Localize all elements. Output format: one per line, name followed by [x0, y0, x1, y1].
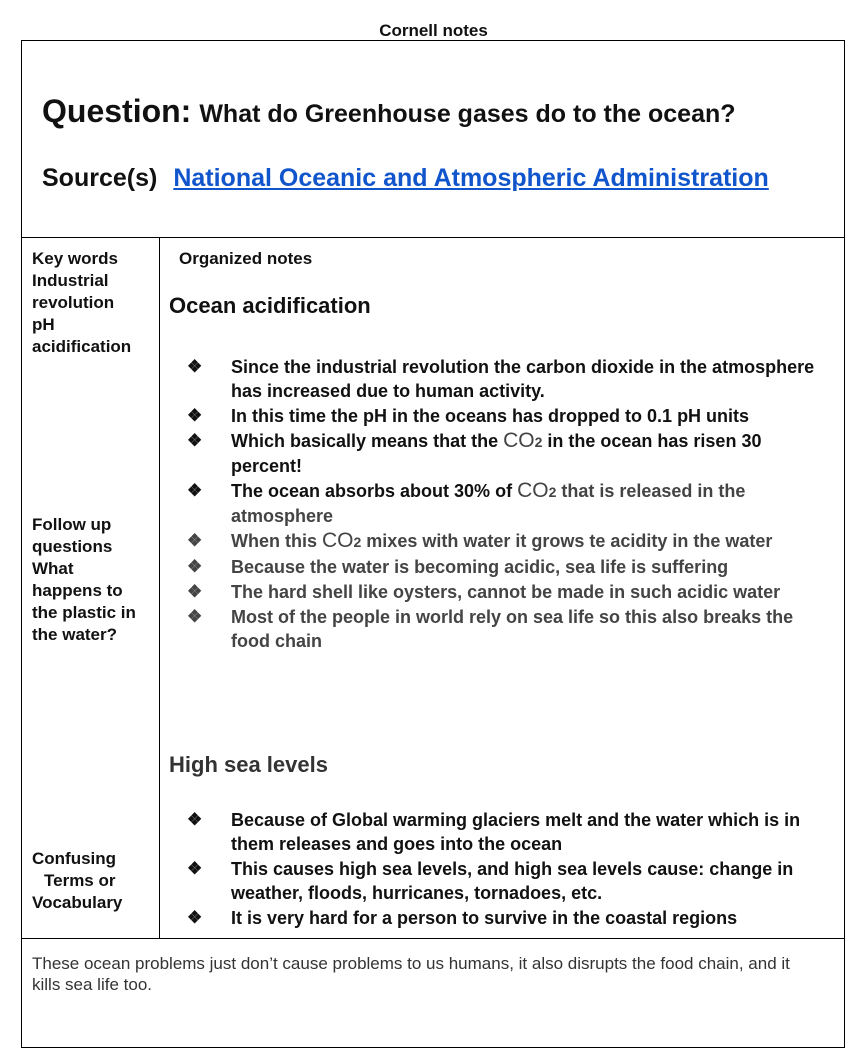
- diamond-bullet-icon: ❖: [187, 406, 203, 425]
- diamond-bullet-icon: ❖: [187, 582, 203, 601]
- follow-up-heading: Follow up: [32, 515, 112, 534]
- key-words-heading: Key words: [32, 249, 118, 268]
- co2-formula: CO2: [322, 529, 362, 552]
- follow-up-block: [32, 514, 157, 646]
- co2-formula: CO2: [517, 479, 557, 502]
- list-item: [187, 355, 837, 403]
- question-label: Question:: [42, 93, 192, 129]
- diamond-bullet-icon: ❖: [187, 908, 203, 927]
- question-text: What do Greenhouse gases do to the ocean?: [199, 100, 736, 128]
- list-item: [187, 479, 837, 528]
- question-line: [42, 93, 736, 130]
- list-item: [187, 906, 837, 930]
- notes-column: [160, 238, 844, 938]
- bullet-text: in the ocean has risen 30 percent!: [231, 431, 762, 476]
- bullet-text: that is released in the atmosphere: [231, 481, 746, 526]
- diamond-bullet-icon: ❖: [187, 557, 203, 576]
- key-word: acidification: [32, 337, 132, 356]
- bullet-text: Because the water is becoming acidic, sea life is suffering: [231, 557, 729, 577]
- confusing-heading: Vocabulary: [32, 893, 123, 912]
- bullet-text: Since the industrial revolution the carbon dioxide in the atmosphere has increased due to human activity.: [231, 357, 815, 401]
- key-word: revolution: [32, 293, 115, 312]
- key-word: Industrial: [32, 271, 109, 290]
- bullet-text: The ocean absorbs about 30% of: [231, 481, 518, 501]
- list-item: [187, 580, 837, 604]
- confusing-heading: Terms or: [44, 871, 116, 890]
- sea-levels-bullet-list: [187, 808, 837, 931]
- follow-up-question: happens to: [32, 581, 123, 600]
- diamond-bullet-icon: ❖: [187, 607, 203, 626]
- list-item: [187, 857, 837, 905]
- diamond-bullet-icon: ❖: [187, 531, 203, 550]
- question-cell: [22, 41, 844, 238]
- confusing-terms-block: [32, 848, 122, 914]
- section-title-ocean-acidification: Ocean acidification: [169, 293, 371, 318]
- list-item: [187, 555, 837, 579]
- diamond-bullet-icon: ❖: [187, 859, 203, 878]
- key-words-block: [32, 248, 131, 358]
- bullet-text: Most of the people in world rely on sea life so this also breaks the food chain: [231, 607, 794, 651]
- list-item: [187, 605, 837, 653]
- bullet-text: mixes with water it grows te acidity in the water: [361, 531, 773, 551]
- section-title-high-sea-levels: High sea levels: [169, 752, 328, 777]
- list-item: [187, 404, 837, 428]
- bullet-text: In this time the pH in the oceans has dropped to 0.1 pH units: [231, 406, 750, 426]
- cue-column: [22, 238, 160, 938]
- cornell-notes-table: [21, 40, 845, 1048]
- document-title: Cornell notes: [379, 21, 488, 40]
- diamond-bullet-icon: ❖: [187, 481, 203, 500]
- bullet-text: When this: [231, 531, 322, 551]
- list-item: [187, 429, 837, 478]
- bullet-text: Because of Global warming glaciers melt and the water which is in them releases and goes into the ocean: [231, 810, 801, 854]
- follow-up-heading: questions: [32, 537, 113, 556]
- bullet-text: This causes high sea levels, and high sea levels cause: change in weather, floods, hurricanes, tornadoes, etc.: [231, 859, 794, 903]
- bullet-text: It is very hard for a person to survive in the coastal regions: [231, 908, 738, 928]
- source-line: [42, 162, 832, 195]
- list-item: [187, 529, 837, 554]
- diamond-bullet-icon: ❖: [187, 810, 203, 829]
- key-word: pH: [32, 315, 55, 334]
- summary-cell: [22, 938, 844, 1048]
- follow-up-question: What: [32, 559, 74, 578]
- co2-formula: CO2: [503, 429, 543, 452]
- bullet-text: The hard shell like oysters, cannot be made in such acidic water: [231, 582, 781, 602]
- follow-up-question: the plastic in: [32, 603, 136, 622]
- source-label: Source(s): [42, 164, 158, 192]
- bullet-text: Which basically means that the: [231, 431, 504, 451]
- acidification-bullet-list: [187, 355, 837, 654]
- source-link[interactable]: National Oceanic and Atmospheric Administration: [173, 164, 769, 192]
- confusing-heading: Confusing: [32, 849, 117, 868]
- diamond-bullet-icon: ❖: [187, 431, 203, 450]
- organized-notes-heading: Organized notes: [179, 249, 313, 268]
- diamond-bullet-icon: ❖: [187, 357, 203, 376]
- list-item: [187, 808, 837, 856]
- summary-text: These ocean problems just don’t cause problems to us humans, it also disrupts the food chain, and it kills sea life too.: [32, 954, 790, 994]
- follow-up-question: the water?: [32, 625, 118, 644]
